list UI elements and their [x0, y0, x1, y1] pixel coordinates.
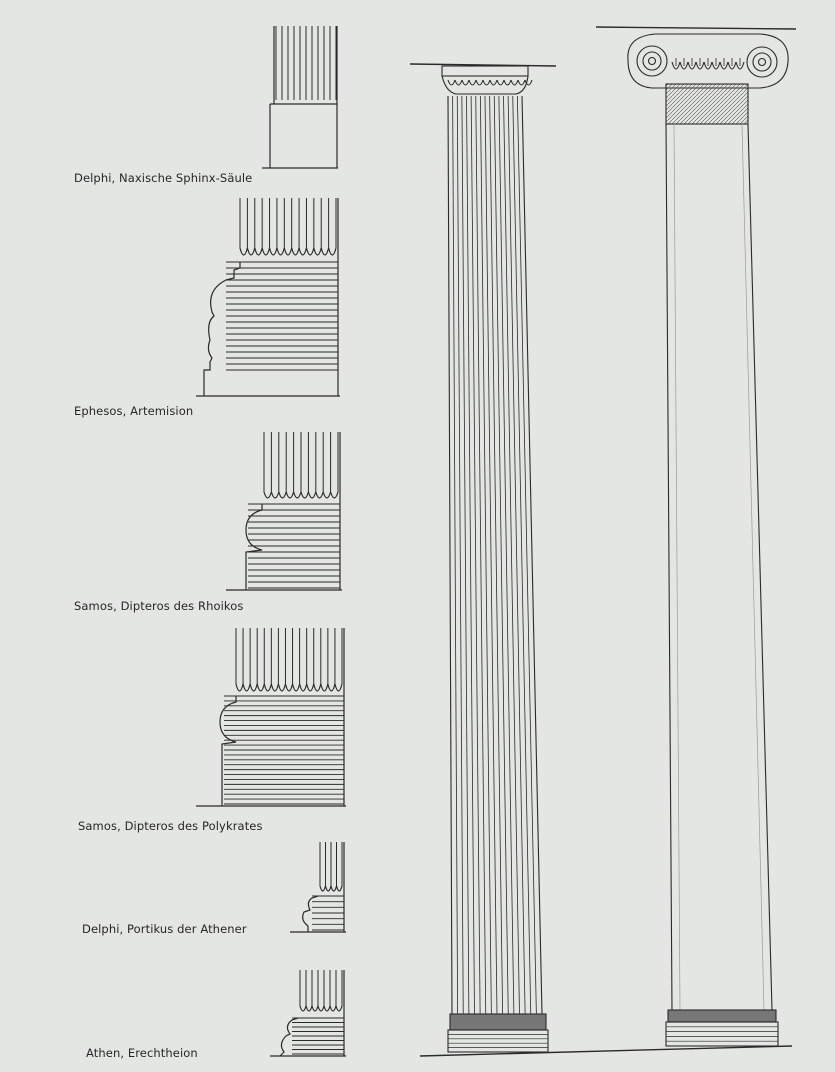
fluting-lines: [264, 432, 338, 498]
caption-delphi-naxian-sphinx: Delphi, Naxische Sphinx-Säule: [74, 171, 253, 185]
base-moulding: [448, 1034, 548, 1047]
moulding-lines: [226, 262, 338, 370]
caption-ephesos-artemision: Ephesos, Artemision: [74, 404, 194, 418]
base-samos-polykrates: [196, 628, 346, 806]
moulding-lines: [248, 504, 340, 588]
echinus-ornament: [672, 58, 744, 69]
caption-delphi-athenian-portico: Delphi, Portikus der Athener: [82, 922, 247, 936]
fluting-lines: [276, 26, 336, 100]
column-fluting: [453, 96, 537, 1014]
base-delphi-naxian-sphinx: [262, 26, 338, 168]
base-ephesos-artemision: [196, 198, 340, 396]
base-athens-erechtheion: [270, 970, 346, 1056]
fluting-lines: [236, 628, 342, 691]
moulding-lines: [292, 1018, 344, 1054]
capital-moulding: [448, 80, 532, 85]
moulding-lines: [312, 896, 344, 930]
base-delphi-athenian-portico: [290, 842, 346, 932]
ionic-column-right: [596, 27, 796, 1046]
fluted-column-middle: [410, 64, 556, 1052]
moulding-lines: [224, 696, 344, 804]
base-samos-rhoikos: [226, 432, 342, 590]
caption-samos-polykrates: Samos, Dipteros des Polykrates: [78, 819, 263, 833]
caption-samos-rhoikos: Samos, Dipteros des Rhoikos: [74, 599, 244, 613]
fluting-lines: [240, 198, 336, 255]
fluting-lines: [320, 842, 342, 891]
fluting-lines: [300, 970, 342, 1011]
caption-athens-erechtheion: Athen, Erechtheion: [86, 1046, 198, 1060]
base-moulding: [666, 1027, 778, 1041]
